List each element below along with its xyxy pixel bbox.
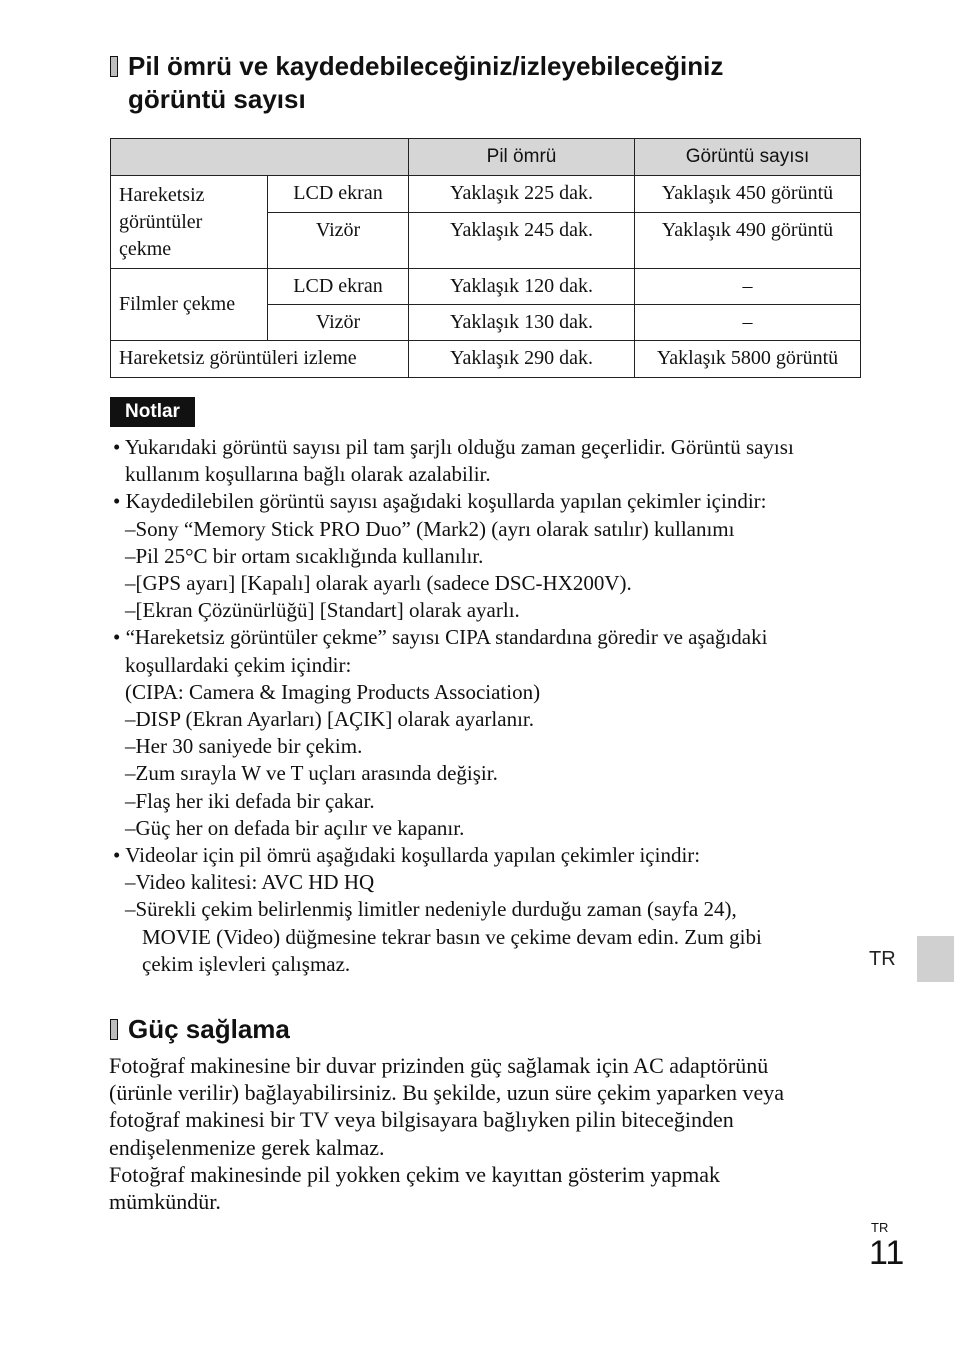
note-line: –Güç her on defada bir açılır ve kapanır.	[125, 815, 465, 840]
mode-cell: Vizör	[268, 213, 409, 269]
battery-cell: Yaklaşık 245 dak.	[409, 213, 635, 269]
note-line: kullanım koşullarına bağlı olarak azalabilir.	[125, 462, 491, 487]
note-line: –[GPS ayarı] [Kapalı] olarak ayarlı (sadece DSC-HX200V).	[125, 571, 632, 596]
note-line: • Kaydedilebilen görüntü sayısı aşağıdaki koşullarda yapılan çekimler içindir:	[113, 489, 767, 514]
row-label-line: görüntüler	[119, 211, 203, 233]
note-line: • “Hareketsiz görüntüler çekme” sayısı CIPA standardına göredir ve aşağıdaki	[113, 625, 768, 650]
page-number: 11	[869, 1234, 905, 1272]
row-label-playback: Hareketsiz görüntüleri izleme	[111, 341, 409, 378]
table-row	[111, 269, 861, 305]
note-line: –Zum sırayla W ve T uçları arasında değişir.	[125, 761, 498, 786]
power-paragraph	[109, 1052, 879, 1215]
notes-list	[110, 434, 870, 978]
row-label-line: Hareketsiz	[119, 184, 205, 206]
mode-cell: LCD ekran	[268, 176, 409, 213]
mode-cell: LCD ekran	[268, 269, 409, 305]
side-language-label: TR	[869, 948, 896, 970]
note-line: çekim işlevleri çalışmaz.	[142, 951, 351, 976]
table-header-row	[111, 139, 861, 176]
table-row	[111, 176, 861, 213]
note-line: –Pil 25°C bir ortam sıcaklığında kullanılır.	[125, 543, 484, 568]
mode-cell: Vizör	[268, 305, 409, 341]
table-header-battery: Pil ömrü	[409, 139, 635, 176]
note-line: MOVIE (Video) düğmesine tekrar basın ve çekime devam edin. Zum gibi	[142, 924, 762, 949]
section-marker-icon	[110, 1019, 118, 1040]
table-row	[111, 341, 861, 378]
section-marker-icon	[110, 56, 118, 77]
note-line: –Flaş her iki defada bir çakar.	[125, 788, 375, 813]
section-title-line-2: görüntü sayısı	[128, 84, 306, 114]
battery-cell: Yaklaşık 290 dak.	[409, 341, 635, 378]
side-language-tab	[917, 936, 954, 982]
battery-life-table	[110, 138, 861, 378]
battery-cell: Yaklaşık 120 dak.	[409, 269, 635, 305]
row-label-movie: Filmler çekme	[111, 269, 268, 341]
table-header-images: Görüntü sayısı	[635, 139, 861, 176]
note-line: –Sony “Memory Stick PRO Duo” (Mark2) (ayrı olarak satılır) kullanımı	[125, 516, 735, 541]
row-label-line: çekme	[119, 238, 172, 260]
paragraph-line: mümkündür.	[109, 1189, 221, 1215]
note-line: –Her 30 saniyede bir çekim.	[125, 734, 363, 759]
battery-cell: Yaklaşık 130 dak.	[409, 305, 635, 341]
paragraph-line: endişelenmenize gerek kalmaz.	[109, 1134, 385, 1160]
paragraph-line: Fotoğraf makinesine bir duvar prizinden güç sağlamak için AC adaptörünü	[109, 1053, 769, 1078]
footer-language: TR	[871, 1220, 889, 1235]
battery-cell: Yaklaşık 225 dak.	[409, 176, 635, 213]
row-label-still-shooting	[111, 176, 268, 269]
images-cell: –	[635, 269, 861, 305]
paragraph-line: fotoğraf makinesi bir TV veya bilgisayara bağlıyken pilin biteceğinden	[109, 1107, 734, 1133]
images-cell: –	[635, 305, 861, 341]
section-title-text: Güç sağlama	[128, 1014, 290, 1044]
section-title-battery	[110, 50, 723, 116]
note-line: • Videolar için pil ömrü aşağıdaki koşullarda yapılan çekimler içindir:	[113, 843, 701, 868]
note-line: –Video kalitesi: AVC HD HQ	[125, 870, 375, 895]
paragraph-line: Fotoğraf makinesinde pil yokken çekim ve kayıttan gösterim yapmak	[109, 1161, 720, 1187]
table-header-empty	[111, 139, 409, 176]
note-line: –DISP (Ekran Ayarları) [AÇIK] olarak ayarlanır.	[125, 707, 534, 732]
images-cell: Yaklaşık 490 görüntü	[635, 213, 861, 269]
images-cell: Yaklaşık 450 görüntü	[635, 176, 861, 213]
note-line: • Yukarıdaki görüntü sayısı pil tam şarjlı olduğu zaman geçerlidir. Görüntü sayısı	[113, 435, 794, 459]
notes-badge: Notlar	[110, 397, 195, 427]
section-title-line-1: Pil ömrü ve kaydedebileceğiniz/izleyebileceğiniz	[128, 51, 724, 81]
note-line: koşullardaki çekim içindir:	[125, 652, 352, 677]
paragraph-line: (ürünle verilir) bağlayabilirsiniz. Bu şekilde, uzun süre çekim yaparken veya	[109, 1080, 785, 1106]
note-line: –Sürekli çekim belirlenmiş limitler nedeniyle durduğu zaman (sayfa 24),	[125, 897, 737, 922]
section-title-power	[110, 1013, 290, 1046]
images-cell: Yaklaşık 5800 görüntü	[635, 341, 861, 378]
note-line: (CIPA: Camera & Imaging Products Association)	[125, 679, 541, 704]
note-line: –[Ekran Çözünürlüğü] [Standart] olarak ayarlı.	[125, 598, 520, 623]
